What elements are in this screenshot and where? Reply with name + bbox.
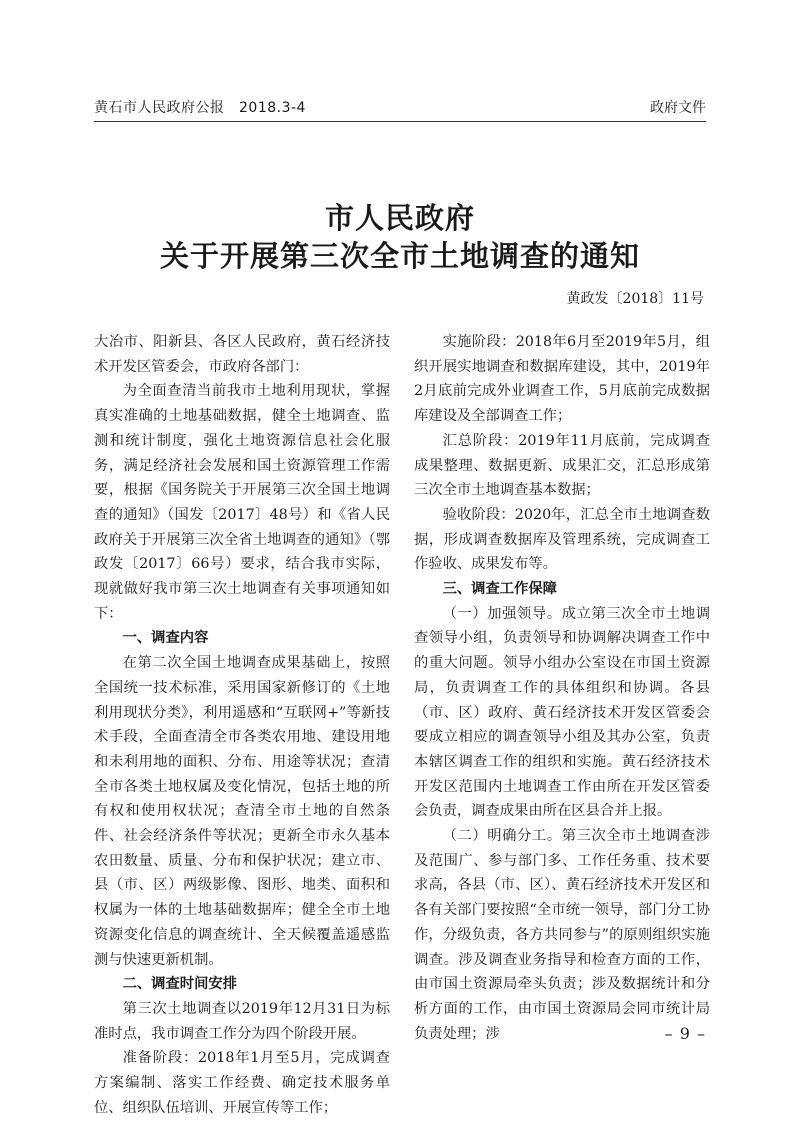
summary-stage-paragraph: 汇总阶段：2019年11月底前，完成调查成果整理、数据更新、成果汇交，汇总形成第三次全市土地调查基本数据；: [414, 432, 710, 499]
prep-stage-paragraph: 准备阶段：2018年1月至5月，完成调查方案编制、落实工作经费、确定技术服务单位、组织队伍培训、开展宣传等工作；: [94, 1050, 390, 1116]
division-lead: （二）明确分工。: [442, 828, 562, 845]
recipients: 大冶市、阳新县、各区人民政府，黄石经济技术开发区管委会，市政府各部门：: [94, 334, 390, 375]
left-column: [94, 330, 390, 1121]
section-heading-2: 二、调查时间安排: [122, 976, 237, 993]
right-column: [414, 330, 710, 1046]
leadership-text: 成立第三次全市土地调查领导小组，负责领导和协调解决调查工作中的重大问题。领导小组办公室设在市国土资源局，负责调查工作的具体组织和协调。各县（市、区）政府、黄石经济技术开发区管委会要成立相应的调查领导小组及其办公室，负责本辖区调查工作的组织和实施。黄石经济技术开发区范围内土地调查工作由所在开发区管委会负责，调查成果由所在区县合并上报。: [414, 605, 710, 820]
page-number: – 9 –: [664, 1024, 706, 1043]
section-heading-3: 三、调查工作保障: [442, 581, 557, 598]
intro-paragraph: 为全面查清当前我市土地利用现状，掌握真实准确的土地基础数据，健全土地调查、监测和统计制度，强化土地资源信息社会化服务，满足经济社会发展和国土资源管理工作需要，根据《国务院关于开展第三次全国土地调查的通知》（国发〔2017〕48号）和《省人民政府关于开展第三次全省土地调查的通知》（鄂政发〔2017〕66号）要求，结合我市实际，现就做好我市第三次土地调查有关事项通知如下：: [94, 383, 390, 622]
division-paragraph: [414, 824, 710, 1046]
title-line-2: 关于开展第三次全市土地调查的通知: [159, 239, 640, 273]
leadership-lead: （一）加强领导。: [442, 605, 562, 622]
document-number: 黄政发〔2018〕11号: [566, 291, 704, 307]
impl-stage-paragraph: 实施阶段：2018年6月至2019年5月，组织开展实地调查和数据库建设，其中，2019年2月底前完成外业调查工作，5月底前完成数据库建设及全部调查工作；: [414, 334, 710, 425]
leadership-paragraph: [414, 602, 710, 824]
schedule-paragraph: 第三次土地调查以2019年12月31日为标准时点，我市调查工作分为四个阶段开展。: [94, 1000, 390, 1042]
section-header: 政府文件: [650, 100, 706, 116]
content-paragraph: 在第二次全国土地调查成果基础上，按照全国统一技术标准，采用国家新修订的《土地利用现状分类》，利用遥感和“互联网+”等新技术手段，全面查清全市各类农用地、建设用地和未利用地的面积、分布、用途等状况；查清全市各类土地权属及变化情况，包括土地的所有权和使用权状况；查清全市土地的自然条件、社会经济条件等状况；更新全市永久基本农田数量、质量、分布和保护状况；建立市、县（市、区）两级影像、图形、地类、面积和权属为一体的土地基础数据库；健全全市土地资源变化信息的调查统计、全天候覆盖遥感监测与快速更新机制。: [94, 655, 390, 968]
publication-header: 黄石市人民政府公报 2018.3-4: [94, 100, 306, 116]
header-divider: [94, 121, 706, 122]
division-text: 第三次全市土地调查涉及范围广、参与部门多、工作任务重、技术要求高，各县（市、区）、黄石经济技术开发区和各有关部门要按照“全市统一领导，部门分工协作，分级负责，各方共同参与”的原则组织实施调查。涉及调查业务指导和检查方面的工作，由市国土资源局牵头负责；涉及数据统计和分析方面的工作，由市国土资源局会同市统计局负责处理；涉: [414, 828, 710, 1042]
acceptance-stage-paragraph: 验收阶段：2020年，汇总全市土地调查数据，形成调查数据库及管理系统，完成调查工作验收、成果发布等。: [414, 506, 710, 573]
section-heading-1: 一、调查内容: [122, 630, 209, 647]
title-line-1: 市人民政府: [324, 201, 475, 235]
